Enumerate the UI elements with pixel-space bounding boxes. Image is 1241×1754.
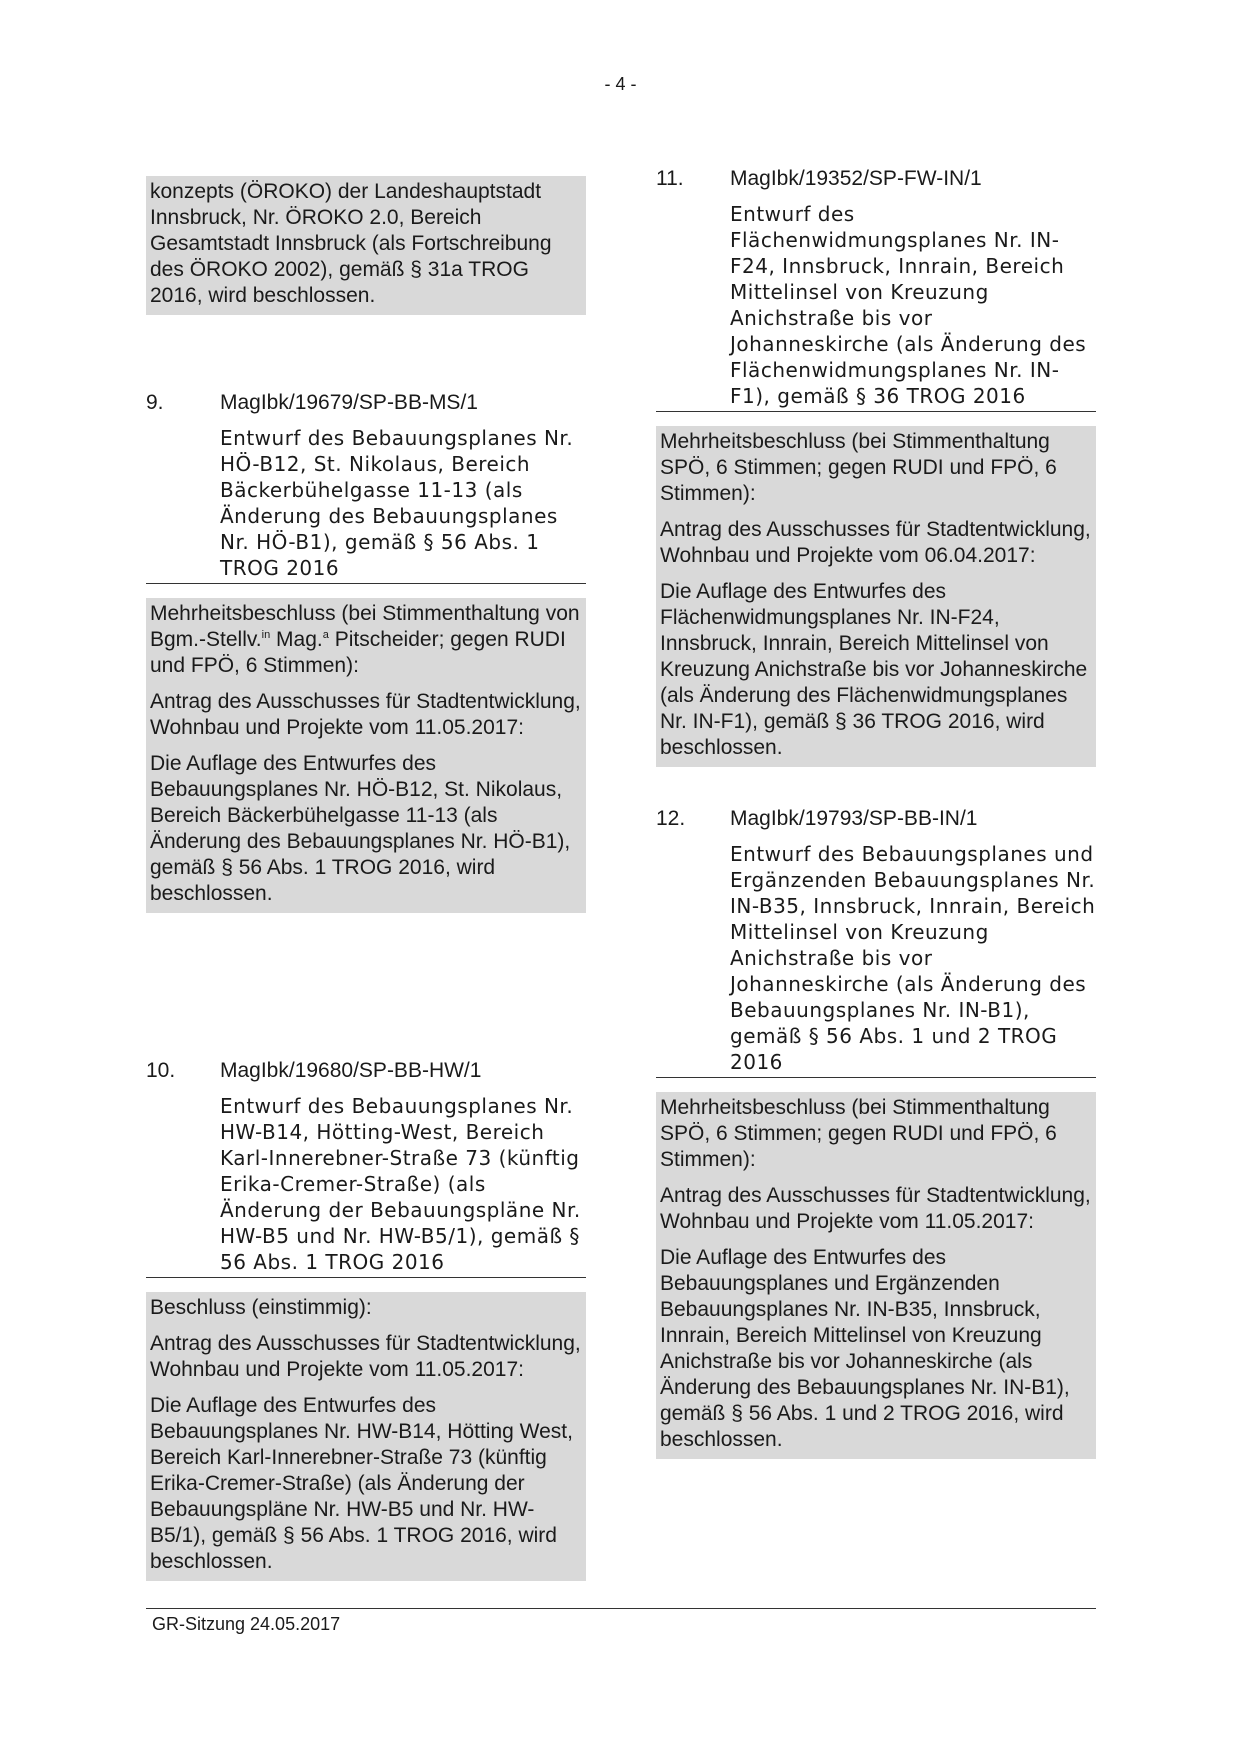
decision-text: Die Auflage des Entwurfes des Bebauungsplanes Nr. HW-B14, Hötting West, Bereich Karl-Innerebner-Straße 73 (künftig Erika-Cremer-Straße) (als Änderung der Bebauungspläne Nr. HW-B5 und Nr. HW-B5/1), gemäß § 56 Abs. 1 TROG 2016, wird beschlossen. [150, 1394, 573, 1573]
motion-text: Antrag des Ausschusses für Stadtentwicklung, Wohnbau und Projekte vom 06.04.2017: [660, 518, 1091, 567]
item-description: Entwurf des Bebauungsplanes Nr. HW-B14, Hötting-West, Bereich Karl-Innerebner-Straße 73 (künftig Erika-Cremer-Straße) (als Änderung der Bebauungspläne Nr. HW-B5 und Nr. HW-B5/1), gemäß § 56 Abs. 1 TROG 2016 [220, 1094, 581, 1274]
item-reference: MagIbk/19352/SP-FW-IN/1 [730, 167, 982, 190]
decision-box [146, 598, 586, 913]
agenda-item-12 [656, 806, 1096, 1459]
footer-divider [146, 1608, 1096, 1609]
item-number: 12. [656, 807, 686, 830]
motion-text: Antrag des Ausschusses für Stadtentwicklung, Wohnbau und Projekte vom 11.05.2017: [150, 1332, 581, 1381]
decision-text: Die Auflage des Entwurfes des Bebauungsplanes und Ergänzenden Bebauungsplanes Nr. IN-B35, Innsbruck, Innrain, Bereich Mittelinsel von Kreuzung Anichstraße bis vor Johanneskirche (als Änderung des Bebauungsplanes Nr. IN-B1), gemäß § 56 Abs. 1 und 2 TROG 2016, wird beschlossen. [660, 1246, 1070, 1451]
decision-text: Die Auflage des Entwurfes des Bebauungsplanes Nr. HÖ-B12, St. Nikolaus, Bereich Bäckerbühelgasse 11-13 (als Änderung des Bebauungsplanes Nr. HÖ-B1), gemäß § 56 Abs. 1 TROG 2016, wird beschlossen. [150, 752, 571, 905]
decision-box [656, 426, 1096, 767]
item-divider [146, 583, 586, 584]
item-number: 11. [656, 167, 684, 190]
page-number: - 4 - [604, 74, 637, 94]
item-description: Entwurf des Bebauungsplanes und Ergänzenden Bebauungsplanes Nr. IN-B35, Innsbruck, Innrain, Bereich Mittelinsel von Kreuzung Anichstraße bis vor Johanneskirche (als Änderung des Bebauungsplanes Nr. IN-B1), gemäß § 56 Abs. 1 und 2 TROG 2016 [730, 842, 1096, 1074]
item-divider [656, 1077, 1096, 1078]
footer-session-date: GR-Sitzung 24.05.2017 [152, 1614, 341, 1634]
item-description: Entwurf des Flächenwidmungsplanes Nr. IN-F24, Innsbruck, Innrain, Bereich Mittelinsel von Kreuzung Anichstraße bis vor Johanneskirche (als Änderung des Flächenwidmungsplanes Nr. IN-F1), gemäß § 36 TROG 2016 [730, 202, 1087, 408]
item-divider [146, 1277, 586, 1278]
item-divider [656, 411, 1096, 412]
agenda-item-11 [656, 166, 1096, 767]
agenda-item-9 [146, 390, 586, 913]
item-reference: MagIbk/19793/SP-BB-IN/1 [730, 807, 978, 830]
vote-result: Mehrheitsbeschluss (bei Stimmenthaltung SPÖ, 6 Stimmen; gegen RUDI und FPÖ, 6 Stimmen): [660, 430, 1057, 505]
decision-text: Die Auflage des Entwurfes des Flächenwidmungsplanes Nr. IN-F24, Innsbruck, Innrain, Bereich Mittelinsel von Kreuzung Anichstraße bis vor Johanneskirche (als Änderung des Flächenwidmungsplanes Nr. IN-F1), gemäß § 36 TROG 2016, wird beschlossen. [660, 580, 1088, 759]
item-reference: MagIbk/19679/SP-BB-MS/1 [220, 391, 478, 414]
decision-box [656, 1092, 1096, 1459]
item-number: 9. [146, 391, 164, 414]
decision-box [146, 1292, 586, 1581]
item-description: Entwurf des Bebauungsplanes Nr. HÖ-B12, St. Nikolaus, Bereich Bäckerbühelgasse 11-13 (als Änderung des Bebauungsplanes Nr. HÖ-B1), gemäß § 56 Abs. 1 TROG 2016 [220, 426, 574, 580]
intro-decision-text: konzepts (ÖROKO) der Landeshauptstadt Innsbruck, Nr. ÖROKO 2.0, Bereich Gesamtstadt Innsbruck (als Fortschreibung des ÖROKO 2002), gemäß § 31a TROG 2016, wird beschlossen. [150, 180, 552, 307]
agenda-item-10 [146, 1058, 586, 1581]
item-reference: MagIbk/19680/SP-BB-HW/1 [220, 1059, 482, 1082]
motion-text: Antrag des Ausschusses für Stadtentwicklung, Wohnbau und Projekte vom 11.05.2017: [150, 690, 581, 739]
vote-result: Beschluss (einstimmig): [150, 1296, 372, 1319]
left-column [146, 176, 586, 315]
motion-text: Antrag des Ausschusses für Stadtentwicklung, Wohnbau und Projekte vom 11.05.2017: [660, 1184, 1091, 1233]
item-number: 10. [146, 1059, 176, 1082]
intro-decision-box [146, 176, 586, 315]
vote-result: Mehrheitsbeschluss (bei Stimmenthaltung SPÖ, 6 Stimmen; gegen RUDI und FPÖ, 6 Stimmen): [660, 1096, 1057, 1171]
vote-result: Mehrheitsbeschluss (bei Stimmenthaltung von Bgm.-Stellv.$^{in}$ Mag.$^a$ Pitscheider; gegen RUDI und FPÖ, 6 Stimmen): [150, 602, 580, 677]
